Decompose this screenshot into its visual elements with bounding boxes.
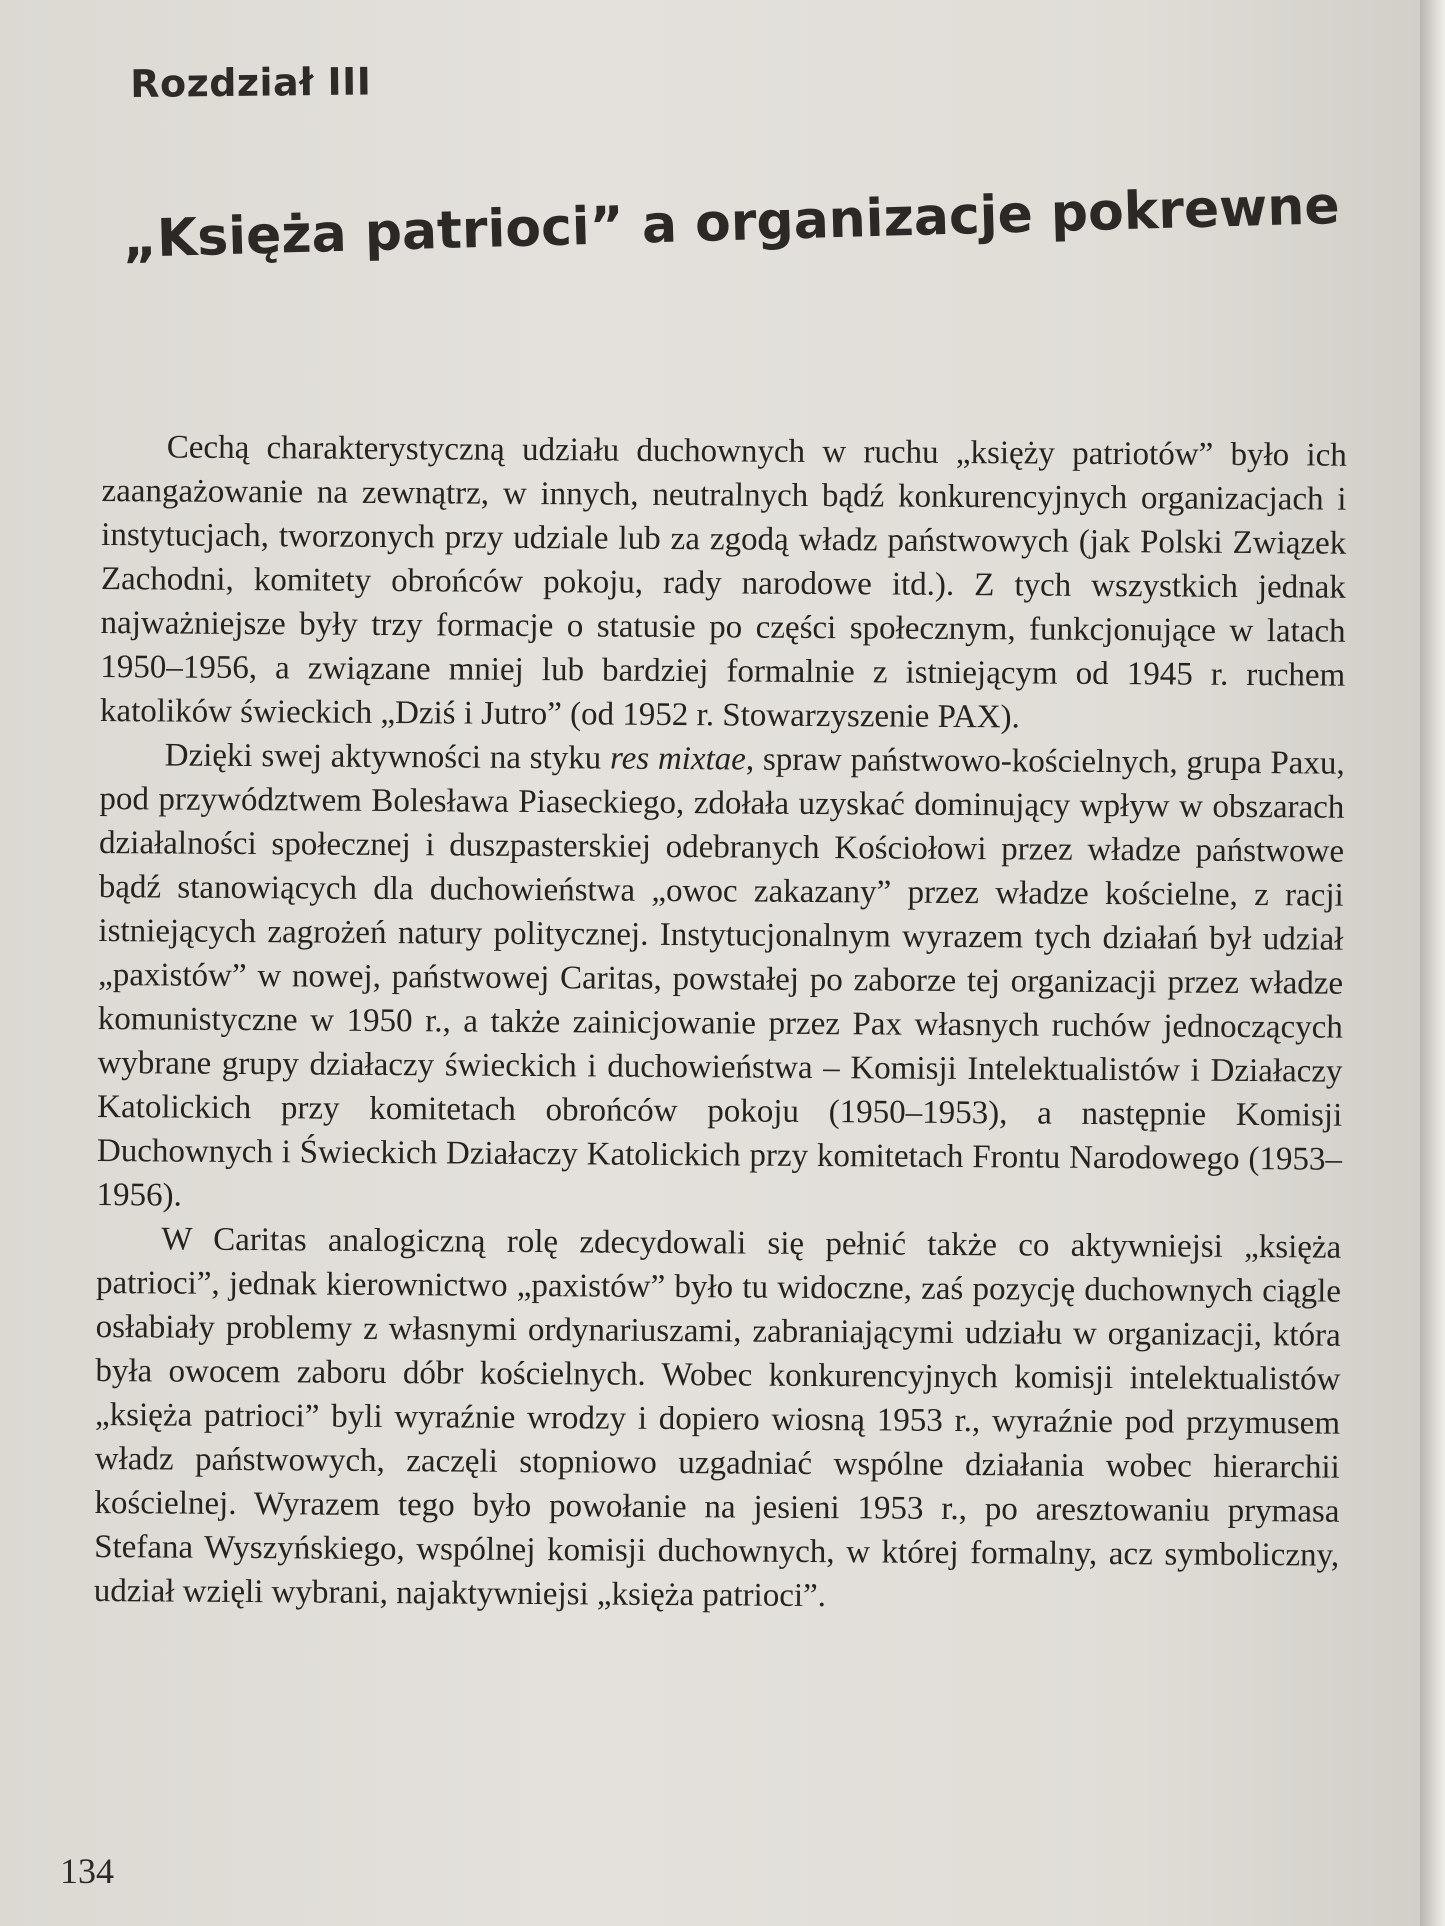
paragraph-2 [96, 733, 1344, 1226]
paragraph-2-rest: , spraw państwowo-kościelnych, grupa Paxu, pod przywództwem Bolesława Piaseckiego, zdołała uzyskać dominujący wpływ w obszarach działalności społecznej i duszpasterskiej odebranych Kościołowi przez władze państwowe bądź stanowiących dla duchowieństwa „owoc zakazany” przez władze kościelne, z racji istniejących zagrożeń natury politycznej. Instytucjonalnym wyrazem tych działań był udział „paxistów” w nowej, państwowej Caritas, powstałej po zaborze tej organizacji przez władze komunistyczne w 1950 r., a także zainicjowanie przez Pax własnych ruchów jednoczących wybrane grupy działaczy świeckich i duchowieństwa – Komisji Intelektualistów i Działaczy Katolickich przy komitetach obrońców pokoju (1950–1953), a następnie Komisji Duchownych i Świeckich Działaczy Katolickich przy komitetach Frontu Narodowego (1953–1956). [96, 741, 1345, 1214]
page-edge [1420, 0, 1445, 1926]
paragraph-2-lead: Dzięki swej aktywności na styku [164, 737, 611, 777]
italic-term: res mixtae [609, 740, 747, 778]
paragraph-1: Cechą charakterystyczną udziału duchownych w ruchu „księży patriotów” było ich zaangażowanie na zewnątrz, w innych, neutralnych bądź konkurencyjnych organizacjach i instytucjach, tworzonych przy udziale lub za zgodą władz państwowych (jak Polski Związek Zachodni, komitety obrońców pokoju, rady narodowe itd.). Z tych wszystkich jednak najważniejsze były trzy formacje o statusie po części społecznym, funkcjonujące w latach 1950–1956, a związane mniej lub bardziej formalnie z istniejącym od 1945 r. ruchem katolików świeckich „Dziś i Jutro” (od 1952 r. Stowarzyszenie PAX). [99, 429, 1347, 736]
page-number: 134 [60, 1851, 114, 1891]
paragraph-3: W Caritas analogiczną rolę zdecydowali się pełnić także co aktywniejsi „księża patrioci”, jednak kierownictwo „paxistów” było tu widoczne, zaś pozycję duchownych ciągle osłabiały problemy z własnymi ordynariuszami, zabraniającymi udziału w organizacji, która była owocem zaboru dóbr kościelnych. Wobec konkurencyjnych komisji intelektualistów „księża patrioci” byli wyraźnie wrodzy i dopiero wiosną 1953 r., wyraźnie pod przymusem władz państwowych, zaczęli stopniowo uzgadniać wspólne działania wobec hierarchii kościelnej. Wyrazem tego było powołanie na jesieni 1953 r., po aresztowaniu prymasa Stefana Wyszyńskiego, wspólnej komisji duchownych, w której formalny, acz symboliczny, udział wzięli wybrani, najaktywniejsi „księża patrioci”. [93, 1221, 1342, 1615]
body-text [94, 425, 1347, 1622]
chapter-title: „Księża patrioci” a organizacje pokrewne [122, 176, 1341, 270]
chapter-label: Rozdział III [130, 59, 372, 106]
